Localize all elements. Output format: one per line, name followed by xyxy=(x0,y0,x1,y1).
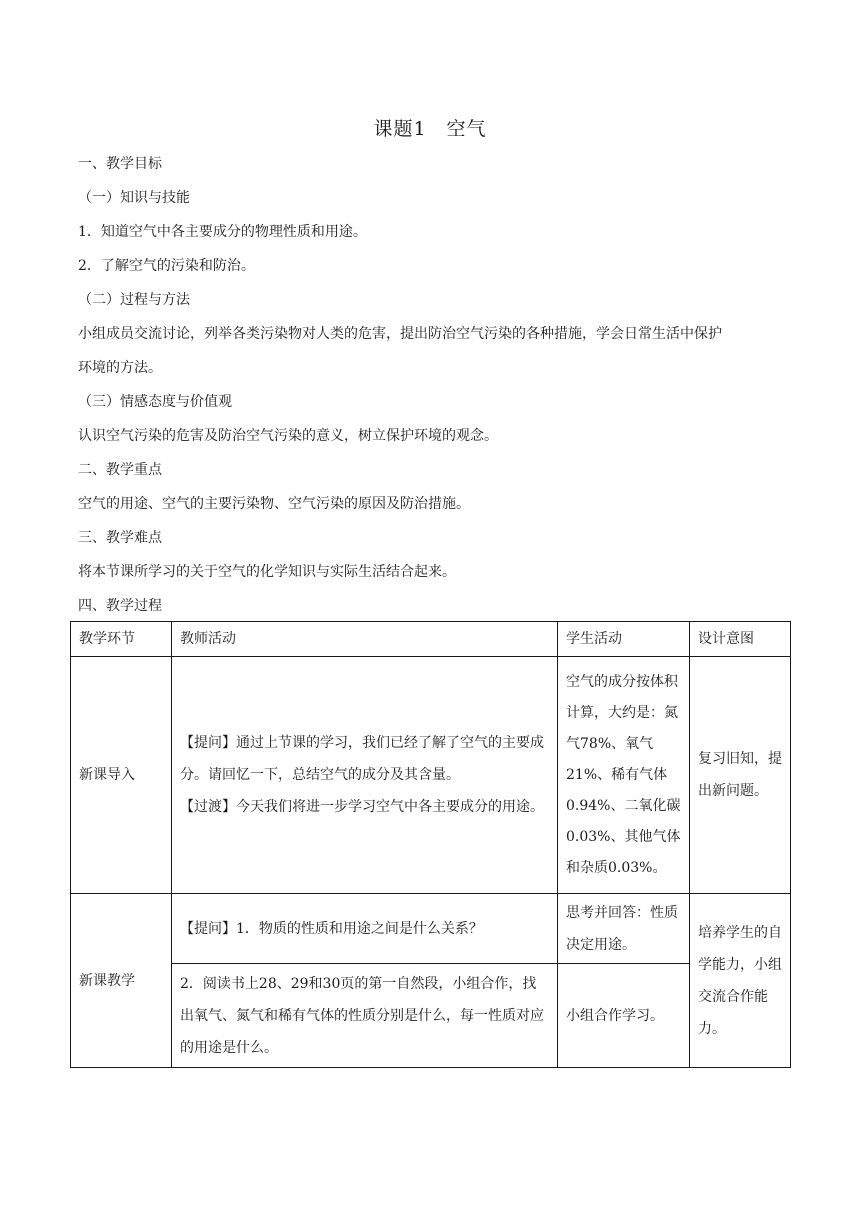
subheading-attitude: （三）情感态度与价值观 xyxy=(78,394,232,410)
student-activity-cell: 空气的成分按体积计算，大约是：氮气78%、氧气21%、稀有气体0.94%、二氧化碳0.03%、其他气体和杂质0.03%。 xyxy=(558,657,690,894)
section-heading-difficulties: 三、教学难点 xyxy=(78,530,162,546)
student-activity-cell: 思考并回答：性质决定用途。 xyxy=(558,894,690,964)
teacher-activity-cell xyxy=(172,657,558,894)
header-stage: 教学环节 xyxy=(71,622,172,657)
table-row xyxy=(71,657,791,894)
teacher-transition-text: 【过渡】今天我们将进一步学习空气中各主要成分的用途。 xyxy=(180,799,544,815)
header-teacher-activity: 教师活动 xyxy=(172,622,558,657)
difficulties-text: 将本节课所学习的关于空气的化学知识与实际生活结合起来。 xyxy=(78,564,456,580)
process-text-line1: 小组成员交流讨论，列举各类污染物对人类的危害，提出防治空气污染的各种措施，学会日常生活中保护 xyxy=(78,326,722,342)
section-heading-process: 四、教学过程 xyxy=(78,598,162,614)
student-activity-cell: 小组合作学习。 xyxy=(558,964,690,1068)
teacher-activity-cell: 【提问】1．物质的性质和用途之间是什么关系？ xyxy=(172,894,558,964)
table-header-row xyxy=(71,622,791,657)
teacher-question-text: 【提问】通过上节课的学习，我们已经了解了空气的主要成分。请回忆一下，总结空气的成分及其含量。 xyxy=(180,735,544,783)
process-text-line2: 环境的方法。 xyxy=(78,360,162,376)
design-intent-cell: 培养学生的自学能力，小组交流合作能力。 xyxy=(690,894,791,1068)
header-student-activity: 学生活动 xyxy=(558,622,690,657)
header-design-intent: 设计意图 xyxy=(690,622,791,657)
section-heading-goals: 一、教学目标 xyxy=(78,156,162,172)
subheading-process: （二）过程与方法 xyxy=(78,292,190,308)
attitude-text: 认识空气污染的危害及防治空气污染的意义，树立保护环境的观念。 xyxy=(78,428,498,444)
table-row xyxy=(71,964,791,1068)
section-heading-key-points: 二、教学重点 xyxy=(78,462,162,478)
stage-cell: 新课导入 xyxy=(71,657,172,894)
page-title: 课题1 空气 xyxy=(373,118,487,140)
key-points-text: 空气的用途、空气的主要污染物、空气污染的原因及防治措施。 xyxy=(78,496,470,512)
teaching-process-table xyxy=(70,621,791,1068)
subheading-knowledge: （一）知识与技能 xyxy=(78,190,190,206)
goal-item-1: 1．知道空气中各主要成分的物理性质和用途。 xyxy=(78,224,367,240)
design-intent-cell: 复习旧知，提出新问题。 xyxy=(690,657,791,894)
stage-cell: 新课教学 xyxy=(71,894,172,1068)
goal-item-2: 2．了解空气的污染和防治。 xyxy=(78,258,255,274)
teacher-activity-cell: 2．阅读书上28、29和30页的第一自然段，小组合作，找出氧气、氮气和稀有气体的性质分别是什么，每一性质对应的用途是什么。 xyxy=(172,964,558,1068)
table-row xyxy=(71,894,791,964)
